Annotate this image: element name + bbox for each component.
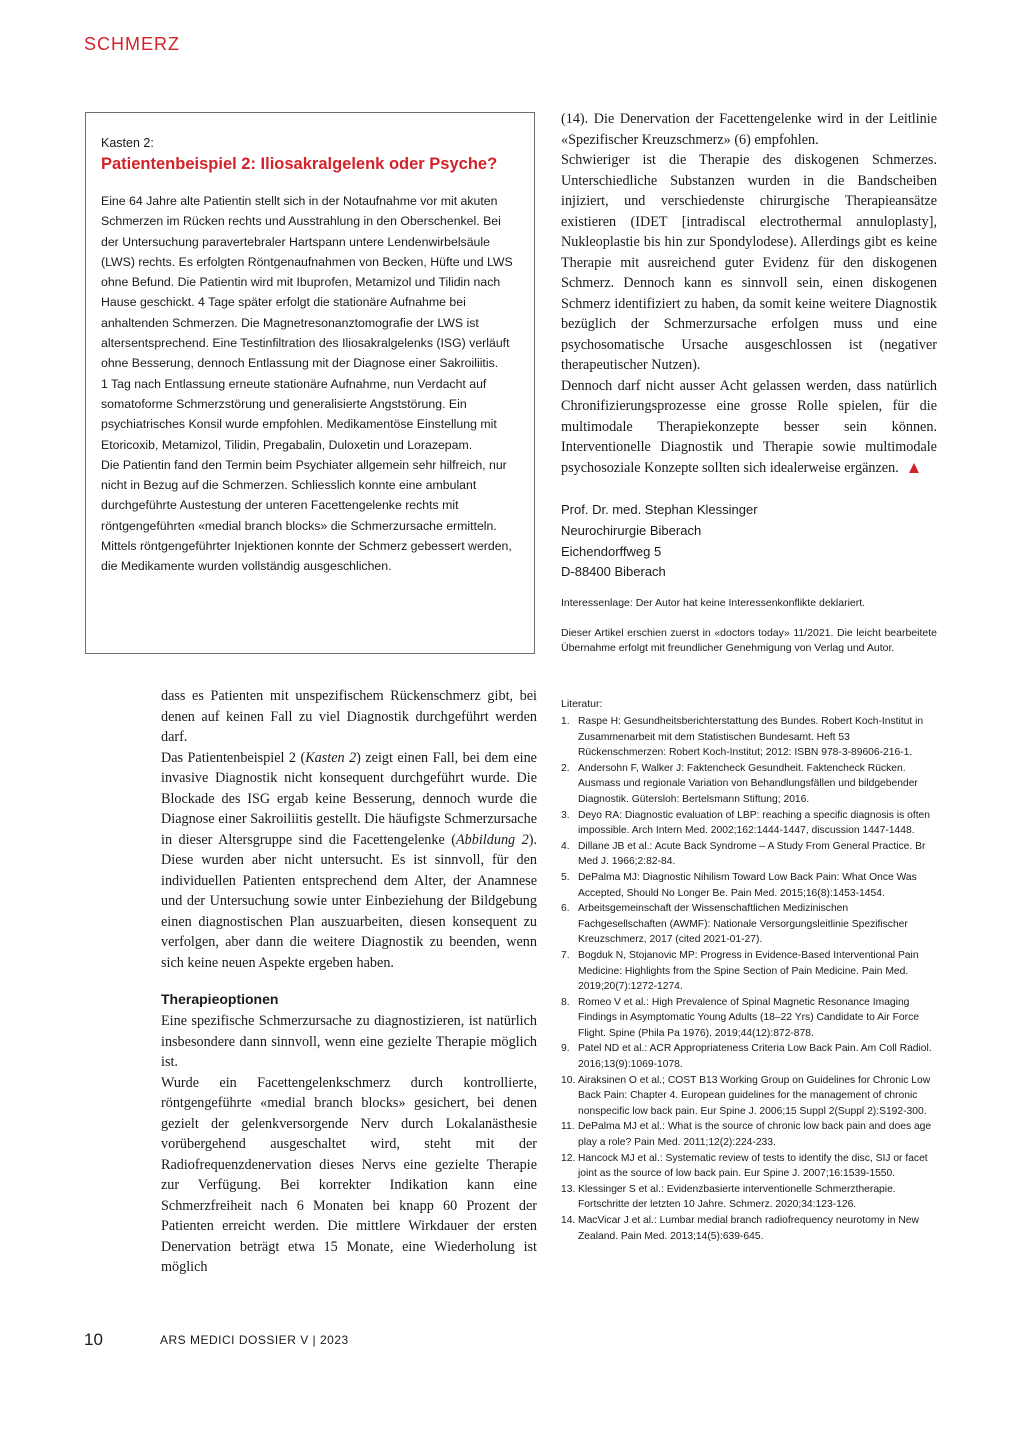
author-city: D-88400 Biberach xyxy=(561,564,666,580)
reference-number: 13. xyxy=(561,1183,576,1195)
reference-text: Dillane JB et al.: Acute Back Syndrome – A Study From General Practice. Br Med J. 1966;2:82-84. xyxy=(578,840,926,868)
reference-text: Bogduk N, Stojanovic MP: Progress in Evidence-Based Interventional Pain Medicine: Highlights from the Spine Section of Pain Medicine. Pain Med. 2019;20(7):1272-1274. xyxy=(578,949,919,993)
reference-item xyxy=(561,995,938,1042)
reference-number: 11. xyxy=(561,1121,575,1133)
box-title: Patientenbeispiel 2: Iliosakralgelenk oder Psyche? xyxy=(101,155,498,173)
reference-text: Patel ND et al.: ACR Appropriateness Criteria Low Back Pain. Am Coll Radiol. 2016;13(9):1069-1078. xyxy=(578,1043,932,1071)
reference-item xyxy=(561,1182,938,1213)
body-paragraph xyxy=(161,748,537,974)
body-paragraph: (14). Die Denervation der Facettengelenke wird in der Leitlinie «Spezifischer Kreuzschmerz» (6) empfohlen. xyxy=(561,111,937,148)
reference-item xyxy=(561,1119,938,1150)
reference-text: MacVicar J et al.: Lumbar medial branch radiofrequency neurotomy in New Zealand. Pain Med. 2013;14(5):639-645. xyxy=(578,1215,919,1242)
info-box xyxy=(85,112,535,654)
reference-item xyxy=(561,901,938,948)
author-street: Eichendorffweg 5 xyxy=(561,543,662,559)
body-text: Dennoch darf nicht ausser Acht gelassen werden, dass natürlich Chronifizierungsprozesse eine grosse Rolle spielen, für die multimodale Therapiekonzepte besser sein können. Interventionelle Diagnostik und Therapie sowie multimodale psychosoziale Konzepte sollten sich idealerweise ergänzen. xyxy=(561,377,937,476)
references-list xyxy=(561,697,938,1244)
reference-number: 7. xyxy=(561,949,570,961)
reference-text: Arbeitsgemeinschaft der Wissenschaftlichen Medizinischen Fachgesellschaften (AWMF): Nationale Versorgungsleitlinie Spezifischer Kreuzschmerz, 2017 (cited 2021-01-27). xyxy=(578,903,908,946)
reference-number: 2. xyxy=(561,762,570,774)
references-label: Literatur: xyxy=(561,698,603,710)
author-name: Prof. Dr. med. Stephan Klessinger xyxy=(561,502,758,517)
reference-number: 14. xyxy=(561,1215,576,1226)
conflict-note: Interessenlage: Der Autor hat keine Interessenkonflikte deklariert. xyxy=(561,597,866,609)
box-reference: Kasten 2 xyxy=(305,749,357,766)
box-paragraph-3: Die Patientin fand den Termin beim Psychiater allgemein sehr hilfreich, nur nicht in Bezug auf die Schmerzen. Schliesslich konnte eine ambulant durchgeführte Austestung der unteren Facettengelenke rechts mit röntgengeführten «medial branch blocks» die Schmerzursache ermitteln. Mittels röntgengeführter Injektionen konnte der Schmerz gebessert werden, die Medikamente wurden vollständig ausgeschlichen. xyxy=(101,457,512,574)
reference-number: 12. xyxy=(561,1152,576,1164)
body-paragraph: Wurde ein Facettengelenkschmerz durch kontrollierte, röntgengeführte «medial branch blocks» gesichert, bei denen gezielt der gelenkversorgende Nerv durch Lokalanästhesie vorübergehend ausgeschaltet wird, steht mit der Radiofrequenzdenervation dieses Nervs eine gezielte Therapie zur Verfügung. Bei korrekter Indikation kann eine Schmerzfreiheit nach 6 Monaten bei knapp 60 Prozent der Patienten erreicht werden. Die mittlere Wirkdauer der ersten Denervation beträgt etwa 15 Monate, eine Wiederholung ist möglich xyxy=(161,1074,537,1275)
notes-block xyxy=(561,596,937,671)
end-of-article-icon xyxy=(909,463,919,473)
author-institution: Neurochirurgie Biberach xyxy=(561,522,702,538)
left-column xyxy=(161,686,537,1278)
reference-text: Airaksinen O et al.; COST B13 Working Group on Guidelines for Chronic Low Back Pain: Chapter 4. European guidelines for the management of chronic nonspecific low back pain. Eur Spine J. 2006;15 Suppl 2(Suppl 2):S192-300. xyxy=(578,1074,931,1117)
reference-text: Klessinger S et al.: Evidenzbasierte interventionelle Schmerztherapie. Fortschritte der letzten 10 Jahre. Schmerz. 2020;34:123-126. xyxy=(578,1183,896,1211)
reference-item xyxy=(561,948,938,995)
box-paragraph-2: 1 Tag nach Entlassung erneute stationäre Aufnahme, nun Verdacht auf somatoforme Schmerzstörung und generalisierte Angststörung. Ein psychiatrisches Konsil wurde empfohlen. Medikamentöse Einstellung mit Etoricoxib, Metamizol, Tilidin, Pregabalin, Duloxetin und Lorazepam. xyxy=(101,376,497,452)
body-paragraph: Eine spezifische Schmerzursache zu diagnostizieren, ist natürlich insbesondere dann sinnvoll, wenn eine gezielte Therapie möglich ist. xyxy=(161,1013,537,1070)
reference-number: 9. xyxy=(561,1043,570,1055)
author-block xyxy=(561,500,937,583)
section-header: SCHMERZ xyxy=(84,34,180,54)
section-heading: Therapieoptionen xyxy=(161,991,279,1007)
reference-number: 1. xyxy=(561,716,570,727)
reference-number: 10. xyxy=(561,1074,576,1086)
right-column xyxy=(561,109,937,478)
body-paragraph: dass es Patienten mit unspezifischem Rückenschmerz gibt, bei denen auf keinen Fall zu viel Diagnostik durchgeführt werden darf. xyxy=(161,688,537,745)
reference-text: Romeo V et al.: High Prevalence of Spinal Magnetic Resonance Imaging Findings in Asymptomatic Young Adults (18–22 Yrs) Candidate to Air Force Flight. Spine (Phila Pa 1976). 2019;44(12):872-878. xyxy=(578,996,919,1039)
reference-item xyxy=(561,808,938,839)
body-text: ) zeigt einen Fall, bei dem eine invasive Diagnostik nicht konsequent durchgeführt wurde. Die Blockade des ISG ergab keine Besserung, dennoch wurde die Diagnose einer Sakroiliitis gestellt. Die häufigste Schmerzursache in dieser Altersgruppe sind die Facettengelenke ( xyxy=(161,749,537,848)
reference-item xyxy=(561,1151,938,1182)
body-text: Das Patientenbeispiel 2 ( xyxy=(161,749,306,766)
reference-text: DePalma MJ: Diagnostic Nihilism Toward Low Back Pain: What Once Was Accepted, Should No Longer Be. Pain Med. 2015;16(8):1453-1454. xyxy=(578,871,917,899)
body-paragraph: Schwieriger ist die Therapie des diskogenen Schmerzes. Unterschiedliche Substanzen wurden in die Bandscheiben injiziert, und verschiedenste chirurgische Therapieansätze existieren (IDET [intradiscal electrothermal annuloplasty], Nukleoplastie bis hin zur Spondylodese). Allerdings gibt es keine Therapie mit ausreichend guter Evidenz für den diskogenen Schmerz. Dennoch kann es sinnvoll sein, einen diskogenen Schmerz identifiziert zu haben, da somit keine weitere Diagnostik bezüglich der Schmerzursache erfolgen muss und eine psychosomatische Ursache ausgeschlossen ist (negativer therapeutischer Nutzen). xyxy=(561,152,937,373)
box-paragraph-1: Eine 64 Jahre alte Patientin stellt sich in der Notaufnahme vor mit akuten Schmerzen im Rücken rechts und Ausstrahlung in den Oberschenkel. Bei der Untersuchung paravertebraler Hartspann untere Lendenwirbelsäule (LWS) rechts. Es erfolgten Röntgenaufnahmen von Becken, Hüfte und LWS ohne Befund. Die Patientin wird mit Ibuprofen, Metamizol und Tilidin nach Hause geschickt. 4 Tage später erfolgt die stationäre Aufnahme bei anhaltenden Schmerzen. Die Magnetresonanztomografie der LWS ist altersentsprechend. Eine Testinfiltration des Iliosakralgelenks (ISG) verläuft ohne Besserung, dennoch Entlassung mit der Diagnose einer Sakroiliitis. xyxy=(101,194,513,371)
publication-footer: ARS MEDICI DOSSIER V | 2023 xyxy=(160,1333,349,1347)
reference-item xyxy=(561,1213,938,1244)
body-text: ). Diese wurden aber nicht untersucht. Es ist sinnvoll, für den individuellen Patienten entsprechend dem Alter, der Anamnese und der Untersuchung sowie unter Einbeziehung der Bildgebung einen diagnostischen Plan auszuarbeiten, diesen konsequent zu verfolgen, aber dann die weitere Diagnostik zu beenden, wenn sich keine neuen Aspekte ergeben haben. xyxy=(161,831,537,971)
reference-item xyxy=(561,714,938,761)
reference-text: DePalma MJ et al.: What is the source of chronic low back pain and does age play a role? Pain Med. 2011;12(2):224-233. xyxy=(578,1121,932,1149)
reference-text: Raspe H: Gesundheitsberichterstattung des Bundes. Robert Koch-Institut in Zusammenarbeit mit dem Statistischen Bundesamt. Heft 53 Rückenschmerzen: Robert Koch-Institut; 2012: ISBN 978-3-89606-216-1. xyxy=(578,716,924,759)
reference-text: Hancock MJ et al.: Systematic review of tests to identify the disc, SIJ or facet joint as the source of low back pain. Eur Spine J. 2007;16:1539-1550. xyxy=(578,1152,928,1180)
body-paragraph xyxy=(561,376,937,479)
box-label: Kasten 2: xyxy=(101,136,154,150)
reference-number: 5. xyxy=(561,871,570,883)
page-number: 10 xyxy=(84,1330,103,1349)
source-note: Dieser Artikel erschien zuerst in «doctors today» 11/2021. Die leicht bearbeitete Übernahme erfolgt mit freundlicher Genehmigung von Verlag und Autor. xyxy=(561,626,937,654)
reference-number: 8. xyxy=(561,996,570,1008)
figure-reference: Abbildung 2 xyxy=(456,831,529,848)
reference-number: 4. xyxy=(561,840,570,852)
reference-item xyxy=(561,839,938,870)
reference-item xyxy=(561,870,938,901)
reference-item xyxy=(561,1073,938,1120)
reference-item xyxy=(561,1041,938,1072)
reference-item xyxy=(561,761,938,808)
reference-text: Andersohn F, Walker J: Faktencheck Gesundheit. Faktencheck Rücken. Ausmass und regionale Variation von Behandlungsfällen und bildgebender Diagnostik. Gütersloh: Bertelsmann Stiftung; 2016. xyxy=(578,762,918,805)
reference-number: 6. xyxy=(561,903,570,915)
reference-text: Deyo RA: Diagnostic evaluation of LBP: reaching a specific diagnosis is often impossible. Arch Intern Med. 2002;162:1444-1447, discussion 1447-1448. xyxy=(578,809,931,837)
reference-number: 3. xyxy=(561,809,570,821)
